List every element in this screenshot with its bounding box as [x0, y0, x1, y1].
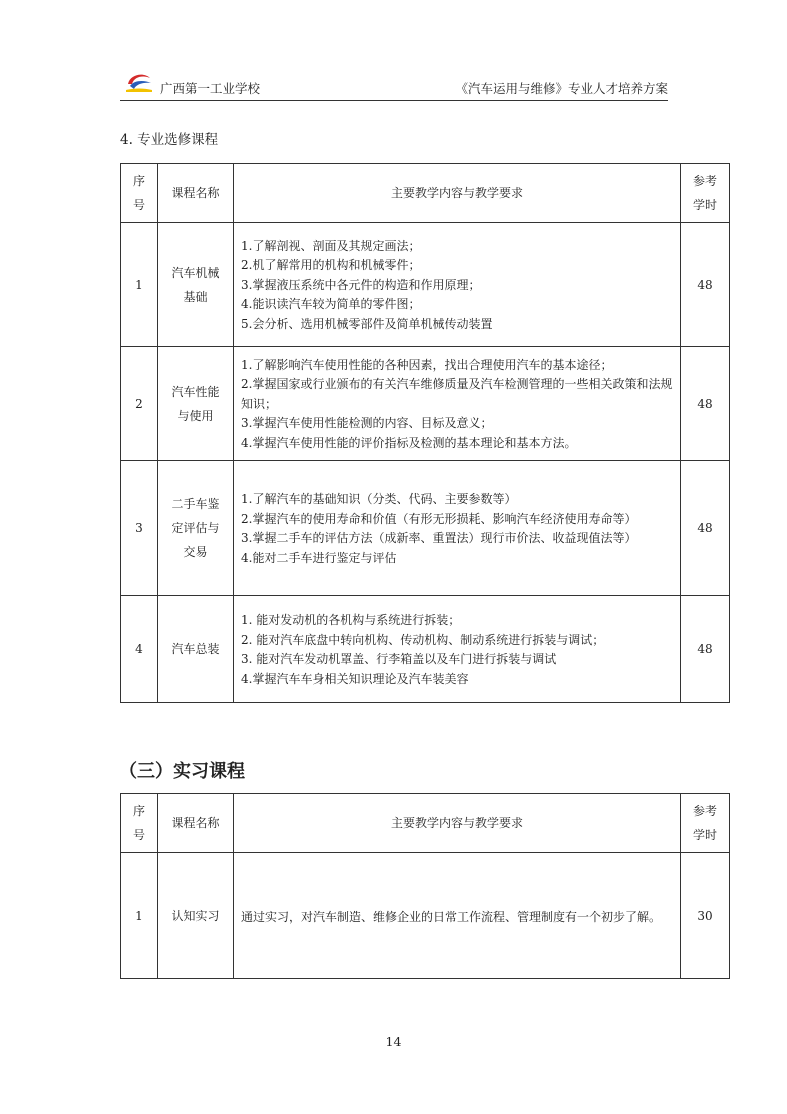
- section-internship-title: （三）实习课程: [119, 761, 245, 782]
- seq-cell: 2: [121, 347, 158, 461]
- content-cell: 1.了解影响汽车使用性能的各种因素，找出合理使用汽车的基本途径； 2.掌握国家或行业颁布的有关汽车维修质量及汽车检测管理的一些相关政策和法规知识； 3.掌握汽车使用性能检测的内容、目标及意义； 4.掌握汽车使用性能的评价指标及检测的基本理论和基本方法。: [234, 347, 681, 461]
- course-name-cell: 汽车机械 基础: [158, 223, 234, 347]
- table-row: [121, 347, 730, 461]
- internship-table: [120, 793, 730, 979]
- table-row: [121, 461, 730, 596]
- table-row: [121, 223, 730, 347]
- header-content: 主要教学内容与教学要求: [234, 794, 681, 853]
- course-name-cell: 二手车鉴 定评估与 交易: [158, 461, 234, 596]
- seq-cell: 4: [121, 596, 158, 703]
- header-seq: 序 号: [121, 164, 158, 223]
- content-cell: 1.了解汽车的基础知识（分类、代码、主要参数等） 2.掌握汽车的使用寿命和价值（有形无形损耗、影响汽车经济使用寿命等） 3.掌握二手车的评估方法（成新率、重置法）现行市价法、收益现值法等） 4.能对二手车进行鉴定与评估: [234, 461, 681, 596]
- school-name: 广西第一工业学校: [160, 81, 261, 96]
- hours-cell: 48: [681, 347, 730, 461]
- page-header: [120, 66, 668, 101]
- header-content: 主要教学内容与教学要求: [234, 164, 681, 223]
- content-cell: 通过实习，对汽车制造、维修企业的日常工作流程、管理制度有一个初步了解。: [234, 853, 681, 979]
- seq-cell: 3: [121, 461, 158, 596]
- electives-table: [120, 163, 730, 703]
- plan-title: 《汽车运用与维修》专业人才培养方案: [455, 81, 668, 96]
- header-hours: 参考 学时: [681, 794, 730, 853]
- seq-cell: 1: [121, 853, 158, 979]
- course-name-cell: 汽车性能 与使用: [158, 347, 234, 461]
- table-row: [121, 596, 730, 703]
- seq-cell: 1: [121, 223, 158, 347]
- content-cell: 1.了解剖视、剖面及其规定画法； 2.机了解常用的机构和机械零件； 3.掌握液压系统中各元件的构造和作用原理； 4.能识读汽车较为简单的零件图； 5.会分析、选用机械零部件及简单机械传动装置: [234, 223, 681, 347]
- page-number: 14: [385, 1034, 402, 1049]
- content-cell: 1. 能对发动机的各机构与系统进行拆装； 2. 能对汽车底盘中转向机构、传动机构、制动系统进行拆装与调试； 3. 能对汽车发动机罩盖、行李箱盖以及车门进行拆装与调试 4.掌握汽车车身相关知识理论及汽车装美容: [234, 596, 681, 703]
- header-hours: 参考 学时: [681, 164, 730, 223]
- header-course-name: 课程名称: [158, 164, 234, 223]
- school-logo-icon: [124, 70, 154, 94]
- header-seq: 序 号: [121, 794, 158, 853]
- course-name-cell: 汽车总装: [158, 596, 234, 703]
- header-course-name: 课程名称: [158, 794, 234, 853]
- hours-cell: 48: [681, 596, 730, 703]
- section-electives-title: 4. 专业选修课程: [120, 132, 219, 148]
- table-header-row: [121, 164, 730, 223]
- course-name-cell: 认知实习: [158, 853, 234, 979]
- table-header-row: [121, 794, 730, 853]
- table-row: [121, 853, 730, 979]
- hours-cell: 48: [681, 461, 730, 596]
- hours-cell: 30: [681, 853, 730, 979]
- hours-cell: 48: [681, 223, 730, 347]
